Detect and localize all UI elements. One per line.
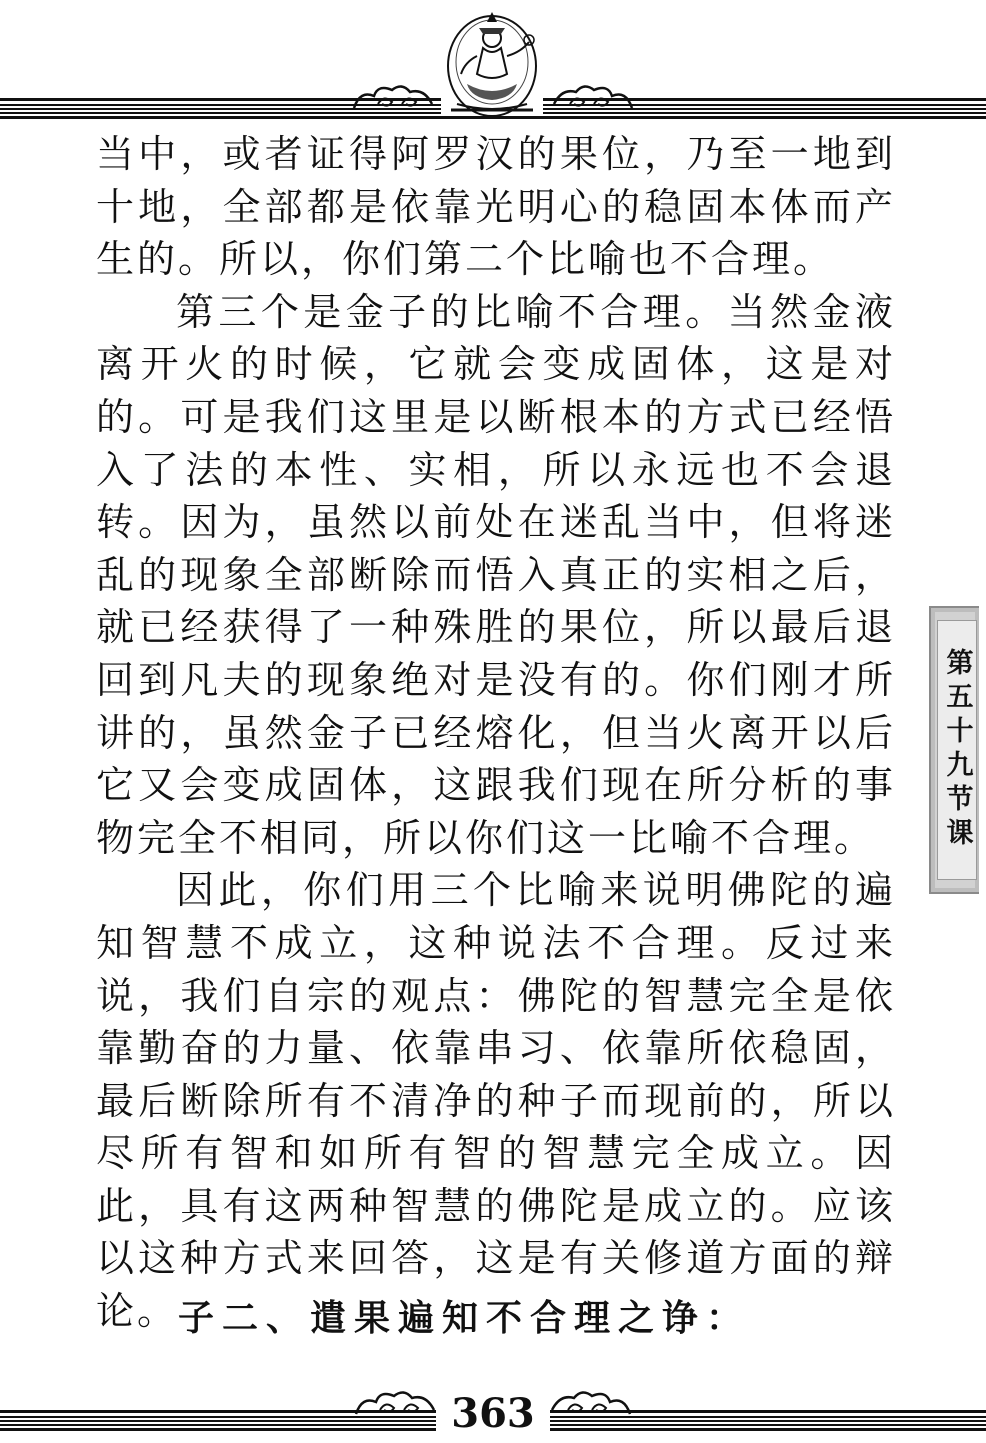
auspicious-cloud-icon bbox=[352, 1388, 438, 1418]
page-header bbox=[0, 0, 986, 125]
paragraph: 当中，或者证得阿罗汉的果位，乃至一地到十地，全部都是依靠光明心的稳固本体而产生的。所以，你们第二个比喻也不合理。 bbox=[96, 132, 896, 282]
auspicious-cloud-icon bbox=[548, 1388, 634, 1418]
deity-figure-icon bbox=[437, 6, 547, 118]
paragraph: 因此，你们用三个比喻来说明佛陀的遍知智慧不成立，这种说法不合理。反过来说，我们自宗的观点：佛陀的智慧完全是依靠勤奋的力量、依靠串习、依靠所依稳固，最后断除所有不清净的种子而现前的，所以尽所有智和如所有智的智慧完全成立。因此，具有这两种智慧的佛陀是成立的。应该以这种方式来回答，这是有关修道方面的辩论。 bbox=[96, 868, 896, 1334]
section-heading: 子二、遣果遍知不合理之诤： bbox=[178, 1298, 751, 1339]
body-text bbox=[96, 128, 896, 1338]
side-tab-label: 第五十九节课 bbox=[937, 620, 977, 880]
auspicious-cloud-icon bbox=[550, 82, 636, 112]
auspicious-cloud-icon bbox=[350, 82, 436, 112]
paragraph: 第三个是金子的比喻不合理。当然金液离开火的时候，它就会变成固体，这是对的。可是我们这里是以断根本的方式已经悟入了法的本性、实相，所以永远也不会退转。因为，虽然以前处在迷乱当中，但将迷乱的现象全部断除而悟入真正的实相之后，就已经获得了一种殊胜的果位，所以最后退回到凡夫的现象绝对是没有的。你们刚才所讲的，虽然金子已经熔化，但当火离开以后它又会变成固体，这跟我们现在所分析的事物完全不相同，所以你们这一比喻不合理。 bbox=[96, 289, 896, 860]
page-number: 363 bbox=[451, 1390, 535, 1437]
